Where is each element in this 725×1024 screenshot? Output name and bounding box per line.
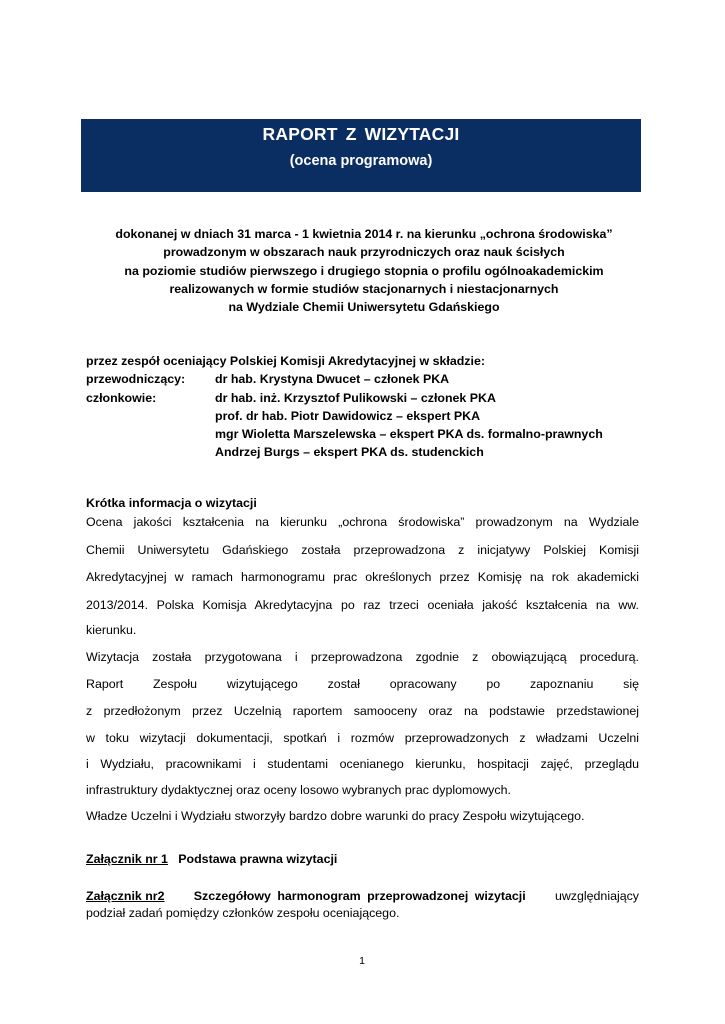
members-label: członkowie: [86, 390, 157, 405]
brief-line: Władze Uczelni i Wydziału stworzyły bardzo dobre warunki do pracy Zespołu wizytującego. [86, 809, 585, 823]
brief-line: Akredytacyjnej w ramach harmonogramu prac określonych przez Komisję na rok akademicki [86, 570, 639, 584]
visit-info-line: na poziomie studiów pierwszego i drugiego stopnia o profilu ogólnoakademickim [124, 263, 604, 278]
attachment-1 [86, 851, 337, 867]
attachment-2-rest: uwzględniający [554, 889, 639, 903]
brief-line: z przedłożonym przez Uczelnią raportem samooceny oraz na podstawie przedstawionej [86, 704, 639, 718]
brief-line: i Wydziału, pracownikami i studentami ocenianego kierunku, hospitacji zajęć, przeglądu [86, 757, 639, 771]
brief-line: Ocena jakości kształcenia na kierunku „ochrona środowiska” prowadzonym na Wydziale [86, 515, 639, 529]
team-member-row [86, 407, 646, 425]
brief-line: Raport Zespołu wizytującego został opracowany po zapoznaniu się [86, 677, 639, 691]
team-intro-text: przez zespół oceniający Polskiej Komisji Akredytacyjnej w składzie: [86, 354, 485, 368]
brief-line: infrastruktury dydaktycznej oraz oceny losowo wybranych prac dyplomowych. [86, 783, 511, 797]
brief-line: 2013/2014. Polska Komisja Akredytacyjna po raz trzeci oceniała jakość kształcenia na ww. [86, 598, 639, 612]
brief-line: Wizytacja została przygotowana i przeprowadzona zgodnie z obowiązującą procedurą. [86, 650, 639, 664]
page-number: 1 [359, 955, 365, 967]
brief-line: Chemii Uniwersytetu Gdańskiego została przeprowadzona z inicjatywy Polskiej Komisji [86, 543, 639, 557]
brief-line: w toku wizytacji dokumentacji, spotkań i rozmów przeprowadzonych z władzami Uczelni [86, 731, 639, 745]
attachment-1-text: Podstawa prawna wizytacji [178, 852, 338, 866]
brief-line: kierunku. [86, 623, 137, 637]
attachment-2 [86, 888, 639, 904]
team-chair-row [86, 370, 646, 388]
team-member-row [86, 425, 646, 443]
report-title: RAPORT Z WIZYTACJI [262, 124, 460, 144]
attachment-2-line2: podział zadań pomiędzy członków zespołu oceniającego. [86, 906, 400, 920]
report-subtitle: (ocena programowa) [289, 153, 433, 169]
chair-label: przewodniczący: [86, 372, 186, 387]
team-intro [86, 352, 646, 370]
attachment-2-label: Załącznik nr2 [86, 889, 165, 903]
member-name: mgr Wioletta Marszelewska – ekspert PKA ds. formalno-prawnych [215, 427, 603, 442]
team-member-row [86, 389, 646, 407]
chair-name: dr hab. Krystyna Dwucet – członek PKA [215, 372, 450, 387]
visit-info [86, 225, 642, 316]
visit-info-line: na Wydziale Chemii Uniwersytetu Gdańskiego [228, 300, 500, 315]
attachment-1-label: Załącznik nr 1 [86, 852, 168, 866]
report-title-banner [81, 119, 641, 192]
team-member-row [86, 443, 646, 461]
visit-info-line: realizowanych w formie studiów stacjonarnych i niestacjonarnych [169, 281, 559, 296]
brief-heading: Krótka informacja o wizytacji [86, 496, 257, 510]
evaluation-team [86, 352, 646, 462]
member-name: dr hab. inż. Krzysztof Pulikowski – członek PKA [215, 390, 496, 405]
attachment-2-text: Szczegółowy harmonogram przeprowadzonej wizytacji [193, 889, 526, 903]
visit-info-line: dokonanej w dniach 31 marca - 1 kwietnia 2014 r. na kierunku „ochrona środowiska” [115, 227, 613, 241]
visit-info-line: prowadzonym w obszarach nauk przyrodniczych oraz nauk ścisłych [163, 245, 565, 260]
member-name: Andrzej Burgs – ekspert PKA ds. studenckich [215, 445, 484, 460]
member-name: prof. dr hab. Piotr Dawidowicz – ekspert PKA [215, 408, 481, 423]
